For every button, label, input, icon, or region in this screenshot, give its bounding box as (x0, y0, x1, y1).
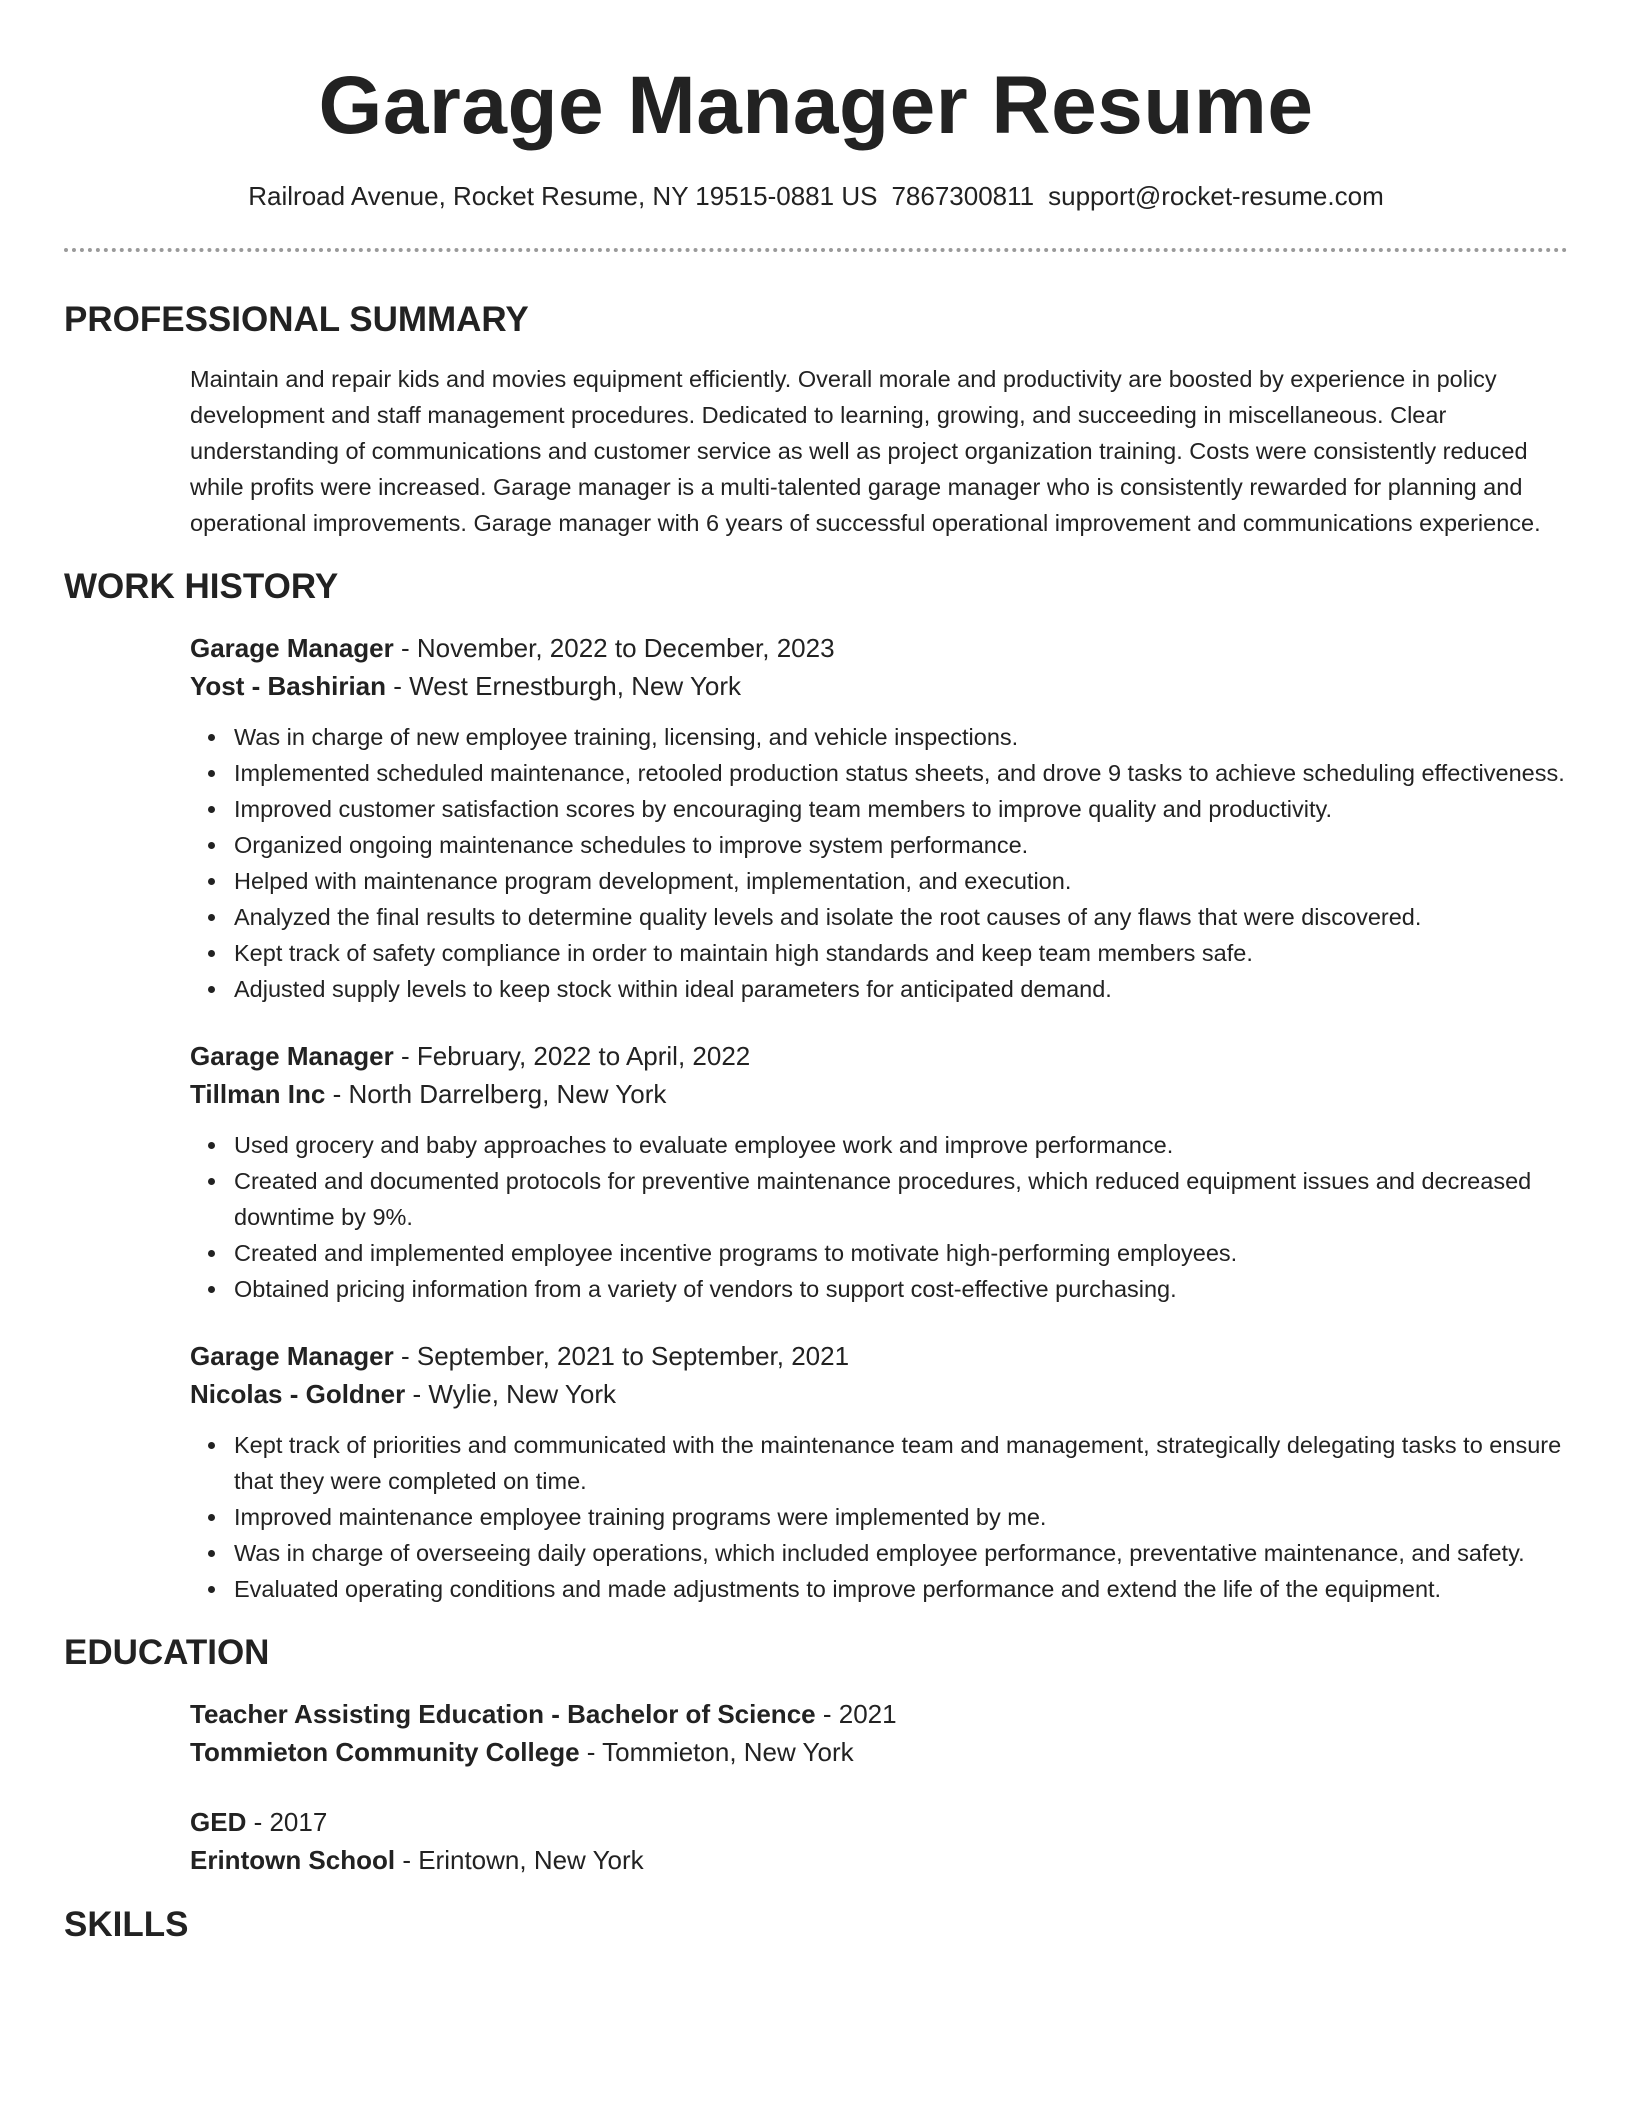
summary-section (64, 298, 1568, 541)
school-location: - Tommieton, New York (579, 1737, 854, 1767)
work-history-section (64, 565, 1568, 1607)
list-item: Improved customer satisfaction scores by encouraging team members to improve quality and productivity. (234, 791, 1568, 827)
list-item: Created and documented protocols for preventive maintenance procedures, which reduced equipment issues and decreased downtime by 9%. (234, 1163, 1568, 1235)
degree-year: - 2021 (815, 1699, 897, 1729)
contact-email: support@rocket-resume.com (1048, 181, 1384, 211)
contact-phone: 7867300811 (891, 181, 1035, 211)
job-bullets (190, 719, 1568, 1007)
job-title-line (190, 1037, 1568, 1075)
skills-section (64, 1903, 1568, 1947)
job-dates: - November, 2022 to December, 2023 (393, 633, 835, 663)
education-entry (190, 1695, 1568, 1771)
resume-page (64, 0, 1568, 1947)
job-company: Tillman Inc (190, 1079, 326, 1109)
job-company: Yost - Bashirian (190, 671, 387, 701)
resume-title: Garage Manager Resume (318, 60, 1314, 151)
job-dates: - February, 2022 to April, 2022 (393, 1041, 751, 1071)
contact-address: Railroad Avenue, Rocket Resume, NY 19515-0881 US (248, 181, 878, 211)
list-item: Was in charge of overseeing daily operations, which included employee performance, preventative maintenance, and safety. (234, 1535, 1568, 1571)
school-location: - Erintown, New York (395, 1845, 644, 1875)
list-item: Kept track of safety compliance in order to maintain high standards and keep team members safe. (234, 935, 1568, 971)
list-item: Kept track of priorities and communicated with the maintenance team and management, strategically delegating tasks to ensure that they were completed on time. (234, 1427, 1568, 1499)
job-entry (190, 1037, 1568, 1307)
job-entry (190, 629, 1568, 1007)
header-divider (64, 248, 1568, 252)
job-company: Nicolas - Goldner (190, 1379, 406, 1409)
list-item: Improved maintenance employee training programs were implemented by me. (234, 1499, 1568, 1535)
education-entry (190, 1803, 1568, 1879)
list-item: Organized ongoing maintenance schedules to improve system performance. (234, 827, 1568, 863)
list-item: Evaluated operating conditions and made adjustments to improve performance and extend the life of the equipment. (234, 1571, 1568, 1607)
school-line (190, 1733, 1568, 1771)
degree-line (190, 1695, 1568, 1733)
job-location: - West Ernestburgh, New York (386, 671, 742, 701)
job-company-line (190, 1075, 1568, 1113)
education-section (64, 1631, 1568, 1879)
degree-year: - 2017 (246, 1807, 328, 1837)
skills-heading: SKILLS (64, 1905, 189, 1944)
list-item: Used grocery and baby approaches to evaluate employee work and improve performance. (234, 1127, 1568, 1163)
degree-line (190, 1803, 1568, 1841)
school-line (190, 1841, 1568, 1879)
work-history-heading: WORK HISTORY (64, 567, 339, 606)
list-item: Was in charge of new employee training, licensing, and vehicle inspections. (234, 719, 1568, 755)
list-item: Analyzed the final results to determine quality levels and isolate the root causes of any flaws that were discovered. (234, 899, 1568, 935)
list-item: Helped with maintenance program development, implementation, and execution. (234, 863, 1568, 899)
job-title-line (190, 629, 1568, 667)
job-title: Garage Manager (190, 1341, 394, 1371)
summary-heading: PROFESSIONAL SUMMARY (64, 300, 529, 339)
degree: GED (190, 1807, 247, 1837)
contact-line (64, 180, 1568, 212)
job-company-line (190, 667, 1568, 705)
job-title-line (190, 1337, 1568, 1375)
job-company-line (190, 1375, 1568, 1413)
job-dates: - September, 2021 to September, 2021 (393, 1341, 850, 1371)
school-name: Erintown School (190, 1845, 396, 1875)
list-item: Implemented scheduled maintenance, retooled production status sheets, and drove 9 tasks to achieve scheduling effectiveness. (234, 755, 1568, 791)
job-entry (190, 1337, 1568, 1607)
job-bullets (190, 1427, 1568, 1607)
list-item: Adjusted supply levels to keep stock within ideal parameters for anticipated demand. (234, 971, 1568, 1007)
degree: Teacher Assisting Education - Bachelor of Science (190, 1699, 816, 1729)
list-item: Obtained pricing information from a variety of vendors to support cost-effective purchasing. (234, 1271, 1568, 1307)
job-bullets (190, 1127, 1568, 1307)
education-heading: EDUCATION (64, 1633, 270, 1672)
list-item: Created and implemented employee incentive programs to motivate high-performing employees. (234, 1235, 1568, 1271)
job-title: Garage Manager (190, 633, 394, 663)
school-name: Tommieton Community College (190, 1737, 580, 1767)
job-location: - Wylie, New York (405, 1379, 616, 1409)
job-title: Garage Manager (190, 1041, 394, 1071)
job-location: - North Darrelberg, New York (325, 1079, 667, 1109)
summary-text: Maintain and repair kids and movies equipment efficiently. Overall morale and productivity are boosted by experience in policy development and staff management procedures. Dedicated to learning, growing, and succeeding in miscellaneous. Clear understanding of communications and customer service as well as project organization training. Costs were consistently reduced while profits were increased. Garage manager is a multi-talented garage manager who is consistently rewarded for planning and operational improvements. Garage manager with 6 years of successful operational improvement and communications experience. (190, 366, 1541, 536)
